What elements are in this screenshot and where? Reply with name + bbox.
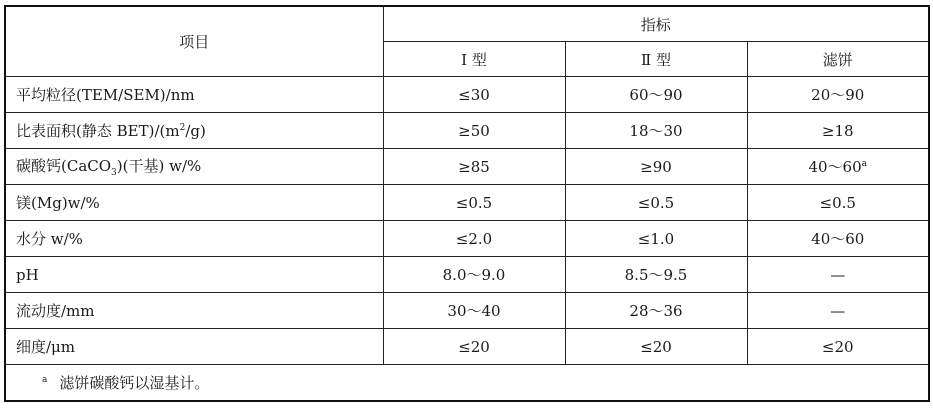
table-footnote (5, 365, 929, 402)
cell-cake: 20～90 (747, 77, 929, 113)
cell-type2: ≤20 (565, 329, 747, 365)
cell-type1: ≥85 (383, 149, 565, 185)
table-row (5, 293, 929, 329)
header-type1: Ⅰ 型 (383, 42, 565, 77)
cell-type2: 8.5～9.5 (565, 257, 747, 293)
table-row (5, 149, 929, 185)
row-label: 镁(Mg)w/% (5, 185, 383, 221)
header-item: 项目 (5, 6, 383, 77)
cell-type2: ≤0.5 (565, 185, 747, 221)
cell-type1: ≤30 (383, 77, 565, 113)
row-label: 平均粒径(TEM/SEM)/nm (5, 77, 383, 113)
cell-type2: ≥90 (565, 149, 747, 185)
row-label (5, 149, 383, 185)
cell-cake: 40～60 (747, 221, 929, 257)
cell-type1: ≤0.5 (383, 185, 565, 221)
row-label-part: /g) (185, 122, 206, 140)
row-label-part: 比表面积(静态 BET)/(m (16, 122, 180, 140)
cell-type1: ≤20 (383, 329, 565, 365)
row-label-part: 碳酸钙(CaCO (16, 157, 112, 175)
table-row (5, 77, 929, 113)
footnote-mark: a (42, 375, 48, 385)
row-label: 细度/μm (5, 329, 383, 365)
cell-type1: 30～40 (383, 293, 565, 329)
row-label: pH (5, 257, 383, 293)
cell-cake: ≤0.5 (747, 185, 929, 221)
cell-type2: 18～30 (565, 113, 747, 149)
cell-type2: 28～36 (565, 293, 747, 329)
cell-type1: 8.0～9.0 (383, 257, 565, 293)
header-indicators: 指标 (383, 6, 929, 42)
cell-type1: ≥50 (383, 113, 565, 149)
footnote-marker: a (861, 159, 868, 169)
cell-type1: ≤2.0 (383, 221, 565, 257)
cell-type2: ≤1.0 (565, 221, 747, 257)
cell-type2: 60～90 (565, 77, 747, 113)
cell-cake: ≤20 (747, 329, 929, 365)
table-row (5, 113, 929, 149)
table-row (5, 329, 929, 365)
header-cake: 滤饼 (747, 42, 929, 77)
cell-cake: — (747, 293, 929, 329)
row-label-subscript: 3 (111, 168, 117, 178)
row-label (5, 113, 383, 149)
row-label: 流动度/mm (5, 293, 383, 329)
header-type2: Ⅱ 型 (565, 42, 747, 77)
cell-cake: — (747, 257, 929, 293)
table-row (5, 221, 929, 257)
cell-cake (747, 149, 929, 185)
row-label-part: )(干基) w/% (116, 157, 202, 175)
cell-cake: ≥18 (747, 113, 929, 149)
footnote-text: 滤饼碳酸钙以湿基计。 (59, 374, 210, 392)
spec-table (4, 5, 930, 402)
cell-value: 40～60 (808, 158, 862, 176)
table-row (5, 185, 929, 221)
row-label-superscript: 2 (179, 123, 186, 133)
table-row (5, 257, 929, 293)
row-label: 水分 w/% (5, 221, 383, 257)
